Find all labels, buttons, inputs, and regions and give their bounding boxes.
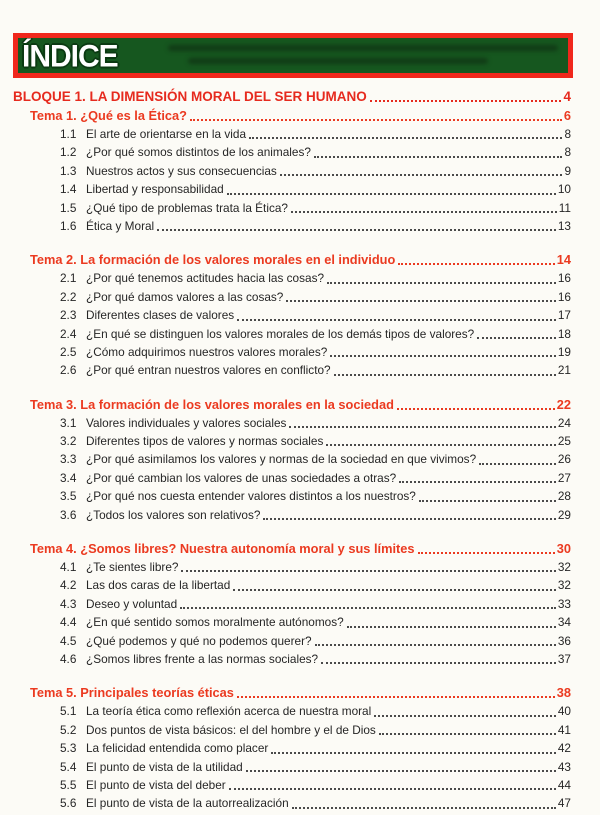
entry-number: 3.5 — [60, 489, 77, 504]
entry-number: 5.3 — [60, 741, 77, 756]
dot-leader — [327, 282, 556, 284]
tema-row — [13, 250, 571, 269]
entry-number: 4.3 — [60, 596, 77, 611]
item-row — [13, 558, 571, 576]
dot-leader — [249, 137, 562, 139]
entry-label: ¿Te sientes libre? — [86, 560, 179, 575]
dot-leader — [321, 662, 556, 664]
entry-page-number: 22 — [556, 396, 571, 412]
entry-number: 2.2 — [60, 289, 77, 304]
entry-page-number: 47 — [557, 796, 571, 811]
tema-row — [13, 539, 571, 558]
item-row — [13, 469, 571, 487]
entry-page-number: 14 — [556, 252, 571, 268]
dot-leader — [271, 752, 556, 754]
entry-number: 4.6 — [60, 651, 77, 666]
entry-number: 2.4 — [60, 326, 77, 341]
dot-leader — [347, 626, 556, 628]
page-title: ÍNDICE — [22, 39, 118, 74]
entry-number: 5.6 — [60, 796, 77, 811]
entry-label: El punto de vista del deber — [86, 777, 226, 792]
dot-leader — [233, 589, 556, 591]
entry-page-number: 16 — [557, 289, 571, 304]
item-row — [13, 217, 571, 235]
entry-page-number: 11 — [558, 200, 571, 215]
item-row — [13, 180, 571, 198]
entry-page-number: 17 — [557, 308, 571, 323]
entry-page-number: 43 — [557, 759, 571, 774]
tema-row — [13, 683, 571, 702]
entry-label: Diferentes clases de valores — [86, 308, 235, 323]
entry-label: ¿Por qué asimilamos los valores y normas de la sociedad en que vivimos? — [86, 452, 477, 467]
dot-leader — [237, 319, 556, 321]
dot-leader — [479, 463, 556, 465]
entry-page-number: 29 — [557, 507, 571, 522]
tema-row — [13, 106, 571, 125]
dot-leader — [379, 733, 556, 735]
entry-number: 3.3 — [60, 452, 77, 467]
entry-label: ¿Todos los valores son relativos? — [86, 507, 261, 522]
dot-leader — [398, 263, 554, 265]
dot-leader — [181, 570, 555, 572]
dot-leader — [330, 355, 556, 357]
entry-number: 4.2 — [60, 578, 77, 593]
entry-label: Tema 4. ¿Somos libres? Nuestra autonomía moral y sus límites — [30, 541, 415, 557]
dot-leader — [227, 193, 556, 195]
entry-number: 1.5 — [60, 200, 77, 215]
entry-number: 1.1 — [60, 127, 77, 141]
entry-page-number: 4 — [563, 89, 571, 104]
entry-number: 4.1 — [60, 560, 77, 575]
entry-number: 2.5 — [60, 344, 77, 359]
entry-number: 5.4 — [60, 759, 77, 774]
item-row — [13, 758, 571, 776]
dot-leader — [280, 174, 563, 176]
item-row — [13, 269, 571, 287]
item-row — [13, 306, 571, 324]
entry-page-number: 41 — [557, 722, 571, 737]
entry-page-number: 16 — [557, 271, 571, 286]
entry-number: 1.4 — [60, 182, 77, 197]
entry-page-number: 19 — [557, 344, 571, 359]
toc — [13, 87, 571, 813]
entry-label: Tema 1. ¿Qué es la Ética? — [30, 108, 187, 123]
entry-label: ¿Qué podemos y qué no podemos querer? — [86, 633, 312, 648]
entry-label: Tema 3. La formación de los valores morales en la sociedad — [30, 396, 394, 412]
entry-page-number: 40 — [557, 704, 571, 719]
entry-page-number: 44 — [557, 777, 571, 792]
entry-page-number: 13 — [557, 218, 571, 233]
dot-leader — [291, 211, 557, 213]
entry-number: 1.3 — [60, 163, 77, 178]
entry-label: Ética y Moral — [86, 218, 155, 233]
entry-label: ¿Somos libres frente a las normas sociales? — [86, 651, 319, 666]
entry-page-number: 32 — [557, 578, 571, 593]
item-row — [13, 487, 571, 505]
entry-number: 1.6 — [60, 218, 77, 233]
entry-label: Libertad y responsabilidad — [86, 182, 224, 197]
dot-leader — [190, 119, 562, 121]
item-row — [13, 361, 571, 379]
dot-leader — [180, 607, 556, 609]
entry-label: Las dos caras de la libertad — [86, 578, 231, 593]
item-row — [13, 432, 571, 450]
entry-page-number: 21 — [557, 363, 571, 378]
entry-page-number: 6 — [563, 108, 571, 123]
entry-page-number: 10 — [557, 182, 571, 197]
entry-label: ¿Por qué tenemos actitudes hacia las cosas? — [86, 271, 325, 286]
entry-page-number: 18 — [557, 326, 571, 341]
dot-leader — [315, 644, 556, 646]
entry-label: El arte de orientarse en la vida — [86, 127, 247, 141]
entry-page-number: 26 — [557, 452, 571, 467]
item-row — [13, 143, 571, 161]
entry-label: Dos puntos de vista básicos: el del hombre y el de Dios — [86, 722, 376, 737]
bloque-row — [13, 87, 571, 106]
dot-leader — [419, 500, 556, 502]
entry-page-number: 37 — [557, 651, 571, 666]
item-row — [13, 794, 571, 812]
entry-page-number: 34 — [557, 615, 571, 630]
entry-page-number: 42 — [557, 741, 571, 756]
entry-number: 4.4 — [60, 615, 77, 630]
entry-label: Tema 5. Principales teorías éticas — [30, 685, 234, 701]
entry-page-number: 8 — [564, 127, 571, 141]
item-row — [13, 450, 571, 468]
entry-label: ¿Por qué cambian los valores de unas sociedades a otras? — [86, 470, 397, 485]
entry-number: 3.4 — [60, 470, 77, 485]
entry-label: ¿Por qué damos valores a las cosas? — [86, 289, 284, 304]
entry-label: ¿En qué sentido somos moralmente autónomos? — [86, 615, 344, 630]
entry-page-number: 36 — [557, 633, 571, 648]
dot-leader — [157, 229, 556, 231]
entry-label: ¿Qué tipo de problemas trata la Ética? — [86, 200, 288, 215]
entry-page-number: 24 — [557, 415, 571, 430]
entry-label: ¿En qué se distinguen los valores morales de los demás tipos de valores? — [86, 326, 475, 341]
dot-leader — [397, 408, 555, 410]
entry-number: 2.6 — [60, 363, 77, 378]
dot-leader — [374, 715, 556, 717]
entry-label: Deseo y voluntad — [86, 596, 178, 611]
dot-leader — [292, 807, 556, 809]
dot-leader — [289, 426, 555, 428]
entry-number: 2.3 — [60, 308, 77, 323]
entry-label: ¿Por qué somos distintos de los animales? — [86, 145, 311, 160]
entry-label: La felicidad entendida como placer — [86, 741, 269, 756]
entry-page-number: 38 — [556, 685, 571, 701]
item-row — [13, 325, 571, 343]
entry-page-number: 9 — [564, 163, 571, 178]
entry-label: BLOQUE 1. LA DIMENSIÓN MORAL DEL SER HUMANO — [13, 89, 367, 104]
dot-leader — [370, 100, 562, 102]
entry-label: Diferentes tipos de valores y normas sociales — [86, 434, 324, 449]
entry-number: 5.5 — [60, 777, 77, 792]
item-row — [13, 288, 571, 306]
bleed-through-artifact — [168, 45, 558, 51]
entry-label: ¿Por qué nos cuesta entender valores distintos a los nuestros? — [86, 489, 416, 504]
dot-leader — [418, 552, 555, 554]
item-row — [13, 613, 571, 631]
entry-number: 3.1 — [60, 415, 77, 430]
item-row — [13, 702, 571, 720]
item-row — [13, 776, 571, 794]
entry-page-number: 32 — [557, 560, 571, 575]
entry-number: 3.6 — [60, 507, 77, 522]
item-row — [13, 125, 571, 143]
entry-label: El punto de vista de la utilidad — [86, 759, 243, 774]
dot-leader — [477, 337, 556, 339]
item-row — [13, 576, 571, 594]
dot-leader — [399, 481, 556, 483]
entry-page-number: 28 — [557, 489, 571, 504]
entry-number: 5.1 — [60, 704, 77, 719]
entry-number: 1.2 — [60, 145, 77, 160]
dot-leader — [334, 374, 556, 376]
dot-leader — [237, 696, 555, 698]
item-row — [13, 595, 571, 613]
entry-page-number: 27 — [557, 470, 571, 485]
item-row — [13, 506, 571, 524]
entry-page-number: 30 — [556, 541, 571, 557]
dot-leader — [326, 444, 556, 446]
entry-label: ¿Por qué entran nuestros valores en conflicto? — [86, 363, 331, 378]
entry-label: Nuestros actos y sus consecuencias — [86, 163, 277, 178]
entry-page-number: 25 — [557, 434, 571, 449]
entry-number: 5.2 — [60, 722, 77, 737]
entry-label: ¿Cómo adquirimos nuestros valores morales? — [86, 344, 328, 359]
item-row — [13, 650, 571, 668]
entry-label: Valores individuales y valores sociales — [86, 415, 287, 430]
bleed-through-artifact — [188, 58, 488, 64]
entry-label: La teoría ética como reflexión acerca de nuestra moral — [86, 704, 372, 719]
entry-number: 2.1 — [60, 271, 77, 286]
tema-row — [13, 395, 571, 414]
item-row — [13, 199, 571, 217]
item-row — [13, 721, 571, 739]
index-banner — [13, 33, 573, 78]
entry-label: El punto de vista de la autorrealización — [86, 796, 289, 811]
dot-leader — [246, 770, 556, 772]
item-row — [13, 632, 571, 650]
entry-label: Tema 2. La formación de los valores morales en el individuo — [30, 252, 396, 268]
item-row — [13, 162, 571, 180]
entry-page-number: 8 — [564, 145, 571, 160]
item-row — [13, 414, 571, 432]
item-row — [13, 739, 571, 757]
entry-number: 4.5 — [60, 633, 77, 648]
dot-leader — [229, 788, 556, 790]
entry-number: 3.2 — [60, 434, 77, 449]
entry-page-number: 33 — [557, 596, 571, 611]
dot-leader — [263, 518, 555, 520]
dot-leader — [286, 300, 556, 302]
dot-leader — [314, 156, 563, 158]
item-row — [13, 343, 571, 361]
